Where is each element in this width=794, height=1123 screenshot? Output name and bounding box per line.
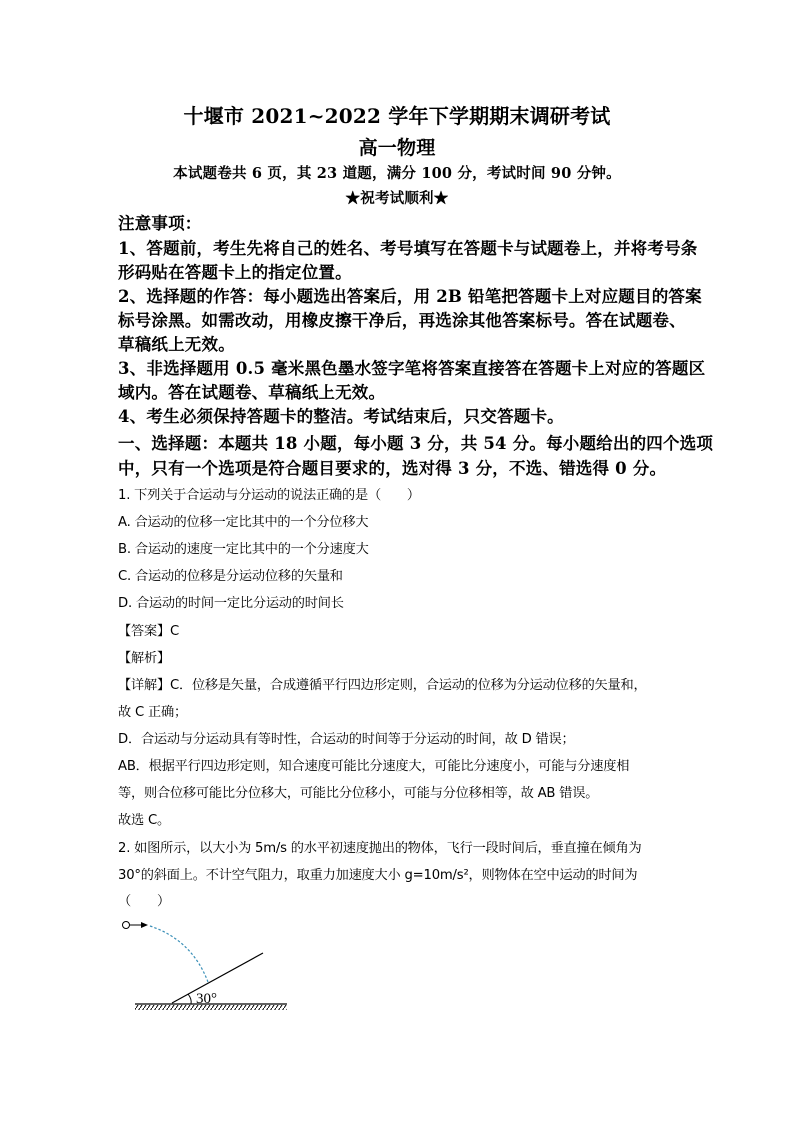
trajectory-curve (150, 926, 208, 982)
exam-info: 本试题卷共 6 页，其 23 道题，满分 100 分，考试时间 90 分钟。 (173, 165, 621, 182)
note-line: 域内。答在试题卷、草稿纸上无效。 (118, 383, 386, 402)
exam-title: 十堰市 2021~2022 学年下学期期末调研考试 (183, 104, 611, 128)
q1-stem: 1. 下列关于合运动与分运动的说法正确的是（ ） (118, 488, 420, 503)
q1-option-d: D. 合运动的时间一定比分运动的时间长 (118, 596, 344, 611)
q2-stem-line: 30°的斜面上。不计空气阻力，取重力加速度大小 g=10m/s²，则物体在空中运动的时间为 (118, 868, 638, 883)
q1-option-b: B. 合运动的速度一定比其中的一个分速度大 (118, 542, 369, 557)
note-line: 标号涂黑。如需改动，用橡皮擦干净后，再选涂其他答案标号。答在试题卷、 (118, 311, 686, 330)
good-luck: ★祝考试顺利★ (345, 190, 449, 207)
q1-answer: 【答案】C (118, 624, 179, 639)
note-line: 4、考生必须保持答题卡的整洁。考试结束后，只交答题卡。 (118, 407, 564, 426)
note-line: 1、答题前，考生先将自己的姓名、考号填写在答题卡与试题卷上，并将考号条 (118, 239, 698, 258)
note-line: 3、非选择题用 0.5 毫米黑色墨水签字笔将答案直接答在答题卡上对应的答题区 (118, 359, 706, 378)
note-line: 2、选择题的作答：每小题选出答案后，用 2B 铅笔把答题卡上对应题目的答案 (118, 287, 702, 306)
q1-analysis-label: 【解析】 (118, 651, 170, 666)
q2-stem-line: 2. 如图所示，以大小为 5m/s 的水平初速度抛出的物体，飞行一段时间后，垂直撞在倾角为 (118, 841, 642, 856)
subject-title: 高一物理 (358, 137, 436, 159)
angle-arc (188, 994, 191, 1004)
section-line: 中，只有一个选项是符合题目要求的，选对得 3 分，不选、错选得 0 分。 (118, 459, 667, 478)
section-line: 一、选择题：本题共 18 小题，每小题 3 分，共 54 分。每小题给出的四个选项 (118, 434, 714, 453)
q1-detail-line: 故选 C。 (118, 813, 170, 828)
note-line: 草稿纸上无效。 (118, 335, 235, 354)
q1-detail-line: 故 C 正确； (118, 705, 187, 720)
q1-detail-line: AB．根据平行四边形定则，知合速度可能比分速度大，可能比分速度小，可能与分速度相 (118, 759, 630, 774)
incline-line (172, 953, 263, 1003)
q1-detail-line: 【详解】C．位移是矢量，合成遵循平行四边形定则，合运动的位移为分运动位移的矢量和， (118, 678, 647, 693)
q2-stem-line: （ ） (118, 894, 170, 909)
q1-option-a: A. 合运动的位移一定比其中的一个分位移大 (118, 515, 369, 530)
angle-label: 30° (196, 991, 217, 1007)
q1-option-c: C. 合运动的位移是分运动位移的矢量和 (118, 569, 343, 584)
q1-detail-line: D．合运动与分运动具有等时性，合运动的时间等于分运动的时间，故 D 错误； (118, 732, 575, 747)
projectile-ball-icon (123, 922, 149, 929)
q1-detail-line: 等，则合位移可能比分位移大，可能比分位移小，可能与分位移相等，故 AB 错误。 (118, 786, 599, 801)
note-line: 形码贴在答题卡上的指定位置。 (118, 263, 352, 282)
notes-heading: 注意事项： (118, 214, 202, 233)
